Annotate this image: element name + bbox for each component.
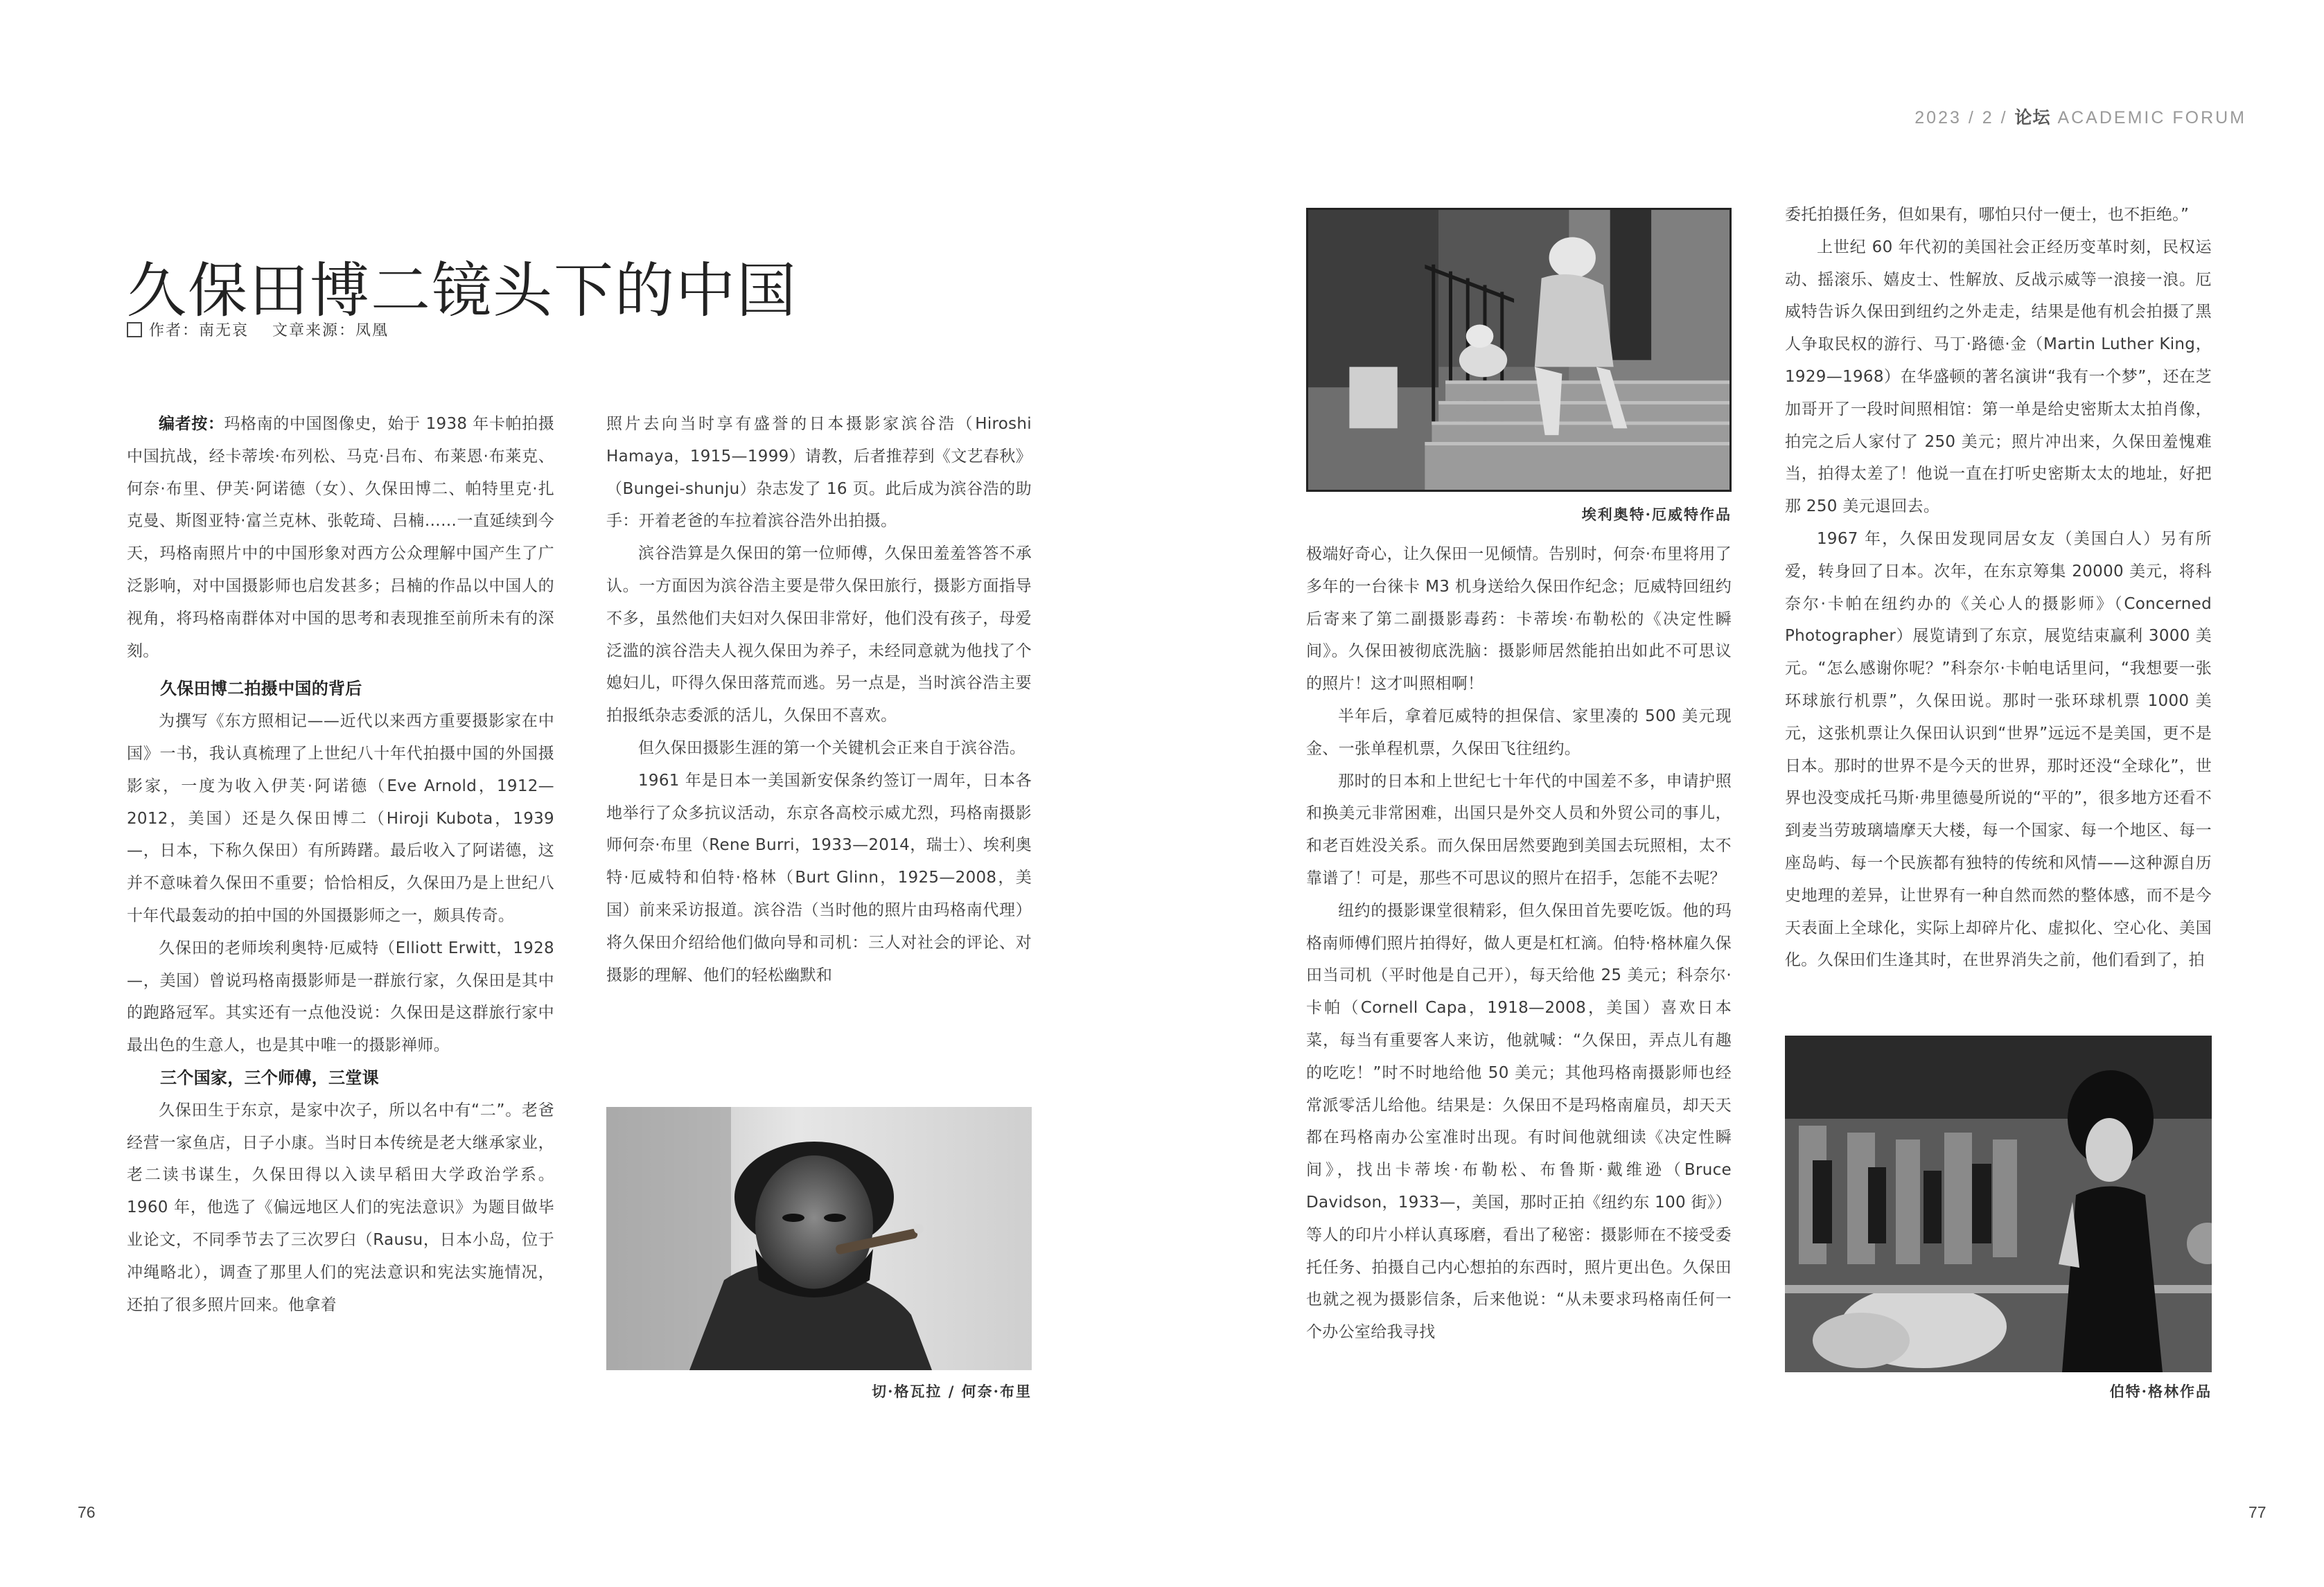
- editor-note-label: 编者按：: [159, 415, 225, 433]
- square-icon: [127, 322, 142, 337]
- header-prefix: 2023 / 2 /: [1914, 108, 2015, 127]
- photo-glinn: [1785, 1036, 2212, 1372]
- header-suffix: ACADEMIC FORUM: [2050, 108, 2246, 127]
- header-section: 论坛: [2014, 107, 2051, 127]
- section-heading: 三个国家，三个师傅，三堂课: [160, 1067, 379, 1088]
- paragraph: 照片去向当时享有盛誉的日本摄影家滨谷浩（Hiroshi Hamaya，1915—1999）请教，后者推荐到《文艺春秋》（Bungei-shunju）杂志发了 16 页。此后成为滨谷浩的助手：开着老爸的车拉着滨谷浩外出拍摄。: [606, 415, 1032, 531]
- paragraph: 但久保田摄影生涯的第一个关键机会正来自于滨谷浩。: [638, 738, 1026, 757]
- paragraph: 滨谷浩算是久保田的第一位师傅，久保田羞羞答答不承认。一方面因为滨谷浩主要是带久保田旅行，摄影方面指导不多，虽然他们夫妇对久保田非常好，他们没有孩子，母爱泛滥的滨谷浩夫人视久保田为养子，未经同意就为他找了个媳妇儿，吓得久保田落荒而逃。另一点是，当时滨谷浩主要拍报纸杂志委派的活儿，久保田不喜欢。: [606, 544, 1032, 725]
- page-number-right: 77: [2248, 1503, 2266, 1521]
- editor-note-text: 玛格南的中国图像史，始于 1938 年卡帕拍摄中国抗战，经卡蒂埃·布列松、马克·吕布、布莱恩·布莱克、何奈·布里、伊芙·阿诺德（女）、久保田博二、帕特里克·扎克曼、斯图亚特·富兰克林、张乾琦、吕楠……一直延续到今天，玛格南照片中的中国形象对西方公众理解中国产生了广泛影响，对中国摄影师也启发甚多；吕楠的作品以中国人的视角，将玛格南群体对中国的思考和表现推至前所未有的深刻。: [127, 415, 555, 660]
- column-4: [1785, 199, 2212, 977]
- paragraph: 那时的日本和上世纪七十年代的中国差不多，申请护照和换美元非常困难，出国只是外交人员和外贸公司的事儿，和老百姓没关系。而久保田居然要跑到美国去玩照相，太不靠谱了！可是，那些不可思议的照片在招手，怎能不去呢？: [1306, 772, 1732, 887]
- paragraph: 久保田的老师埃利奥特·厄威特（Elliott Erwitt，1928—，美国）曾说玛格南摄影师是一群旅行家，久保田是其中的跑路冠军。其实还有一点他没说：久保田是这群旅行家中最出色的生意人，也是其中唯一的摄影禅师。: [127, 939, 554, 1055]
- running-header: [1914, 104, 2246, 129]
- paragraph: 委托拍摄任务，但如果有，哪怕只付一便士，也不拒绝。”: [1785, 206, 2190, 224]
- photo-caption-glinn: 伯特·格林作品: [2109, 1383, 2212, 1400]
- photo-erwitt-bulldog: [1306, 208, 1732, 492]
- right-page: [1162, 0, 2324, 1587]
- column-3: [1306, 538, 1732, 1349]
- paragraph: 为撰写《东方照相记——近代以来西方重要摄影家在中国》一书，我认真梳理了上世纪八十年代拍摄中国的外国摄影家，一度为收入伊芙·阿诺德（Eve Arnold，1912—2012，美国）还是久保田博二（Hiroji Kubota，1939—，日本，下称久保田）有所踌躇。最后收入了阿诺德，这并不意味着久保田不重要；恰恰相反，久保田乃是上世纪八十年代最轰动的拍中国的外国摄影师之一，颇具传奇。: [127, 712, 554, 925]
- photo-caption-che: 切·格瓦拉 / 何奈·布里: [872, 1383, 1032, 1400]
- photo-che-guevara: [606, 1107, 1032, 1370]
- paragraph: 上世纪 60 年代初的美国社会正经历变革时刻，民权运动、摇滚乐、嬉皮士、性解放、反战示威等一浪接一浪。厄威特告诉久保田到纽约之外走走，结果是他有机会拍摄了黑人争取民权的游行、马丁·路德·金（Martin Luther King，1929—1968）在华盛顿的著名演讲“我有一个梦”，还在芝加哥开了一段时间照相馆：第一单是给史密斯太太拍肖像，拍完之后人家付了 250 美元；照片冲出来，久保田羞愧难当，拍得太差了！他说一直在打听史密斯太太的地址，好把那 250 美元退回去。: [1785, 238, 2212, 516]
- byline-author: 作者：南无哀: [149, 322, 249, 339]
- section-heading: 久保田博二拍摄中国的背后: [160, 679, 362, 699]
- paragraph: 纽约的摄影课堂很精彩，但久保田首先要吃饭。他的玛格南师傅们照片拍得好，做人更是杠杠滴。伯特·格林雇久保田当司机（平时他是自己开），每天给他 25 美元；科奈尔·卡帕（Cornell Capa，1918—2008，美国）喜欢日本菜，每当有重要客人来访，他就喊：“久保田，弄点儿有趣的吃吃！”时不时地给他 50 美元；其他玛格南摄影师也经常派零活儿给他。结果是：久保田不是玛格南雇员，却天天都在玛格南办公室准时出现。有时间他就细读《决定性瞬间》，找出卡蒂埃·布勒松、布鲁斯·戴维逊（Bruce Davidson，1933—，美国，那时正拍《纽约东 100 街》）等人的印片小样认真琢磨，看出了秘密：摄影师在不接受委托任务、拍摄自己内心想拍的东西时，照片更出色。久保田也就之视为摄影信条，后来他说：“从未要求玛格南任何一个办公室给我寻找: [1306, 901, 1732, 1342]
- column-2: [606, 408, 1032, 991]
- photo-glinn-graphic: [1785, 1036, 2212, 1372]
- byline: [127, 319, 389, 340]
- paragraph: 1961 年是日本一美国新安保条约签订一周年，日本各地举行了众多抗议活动，东京各高校示威尤烈，玛格南摄影师何奈·布里（Rene Burri，1933—2014，瑞士）、埃利奥特·厄威特和伯特·格林（Burt Glinn，1925—2008，美国）前来采访报道。滨谷浩（当时他的照片由玛格南代理）将久保田介绍给他们做向导和司机：三人对社会的评论、对摄影的理解、他们的轻松幽默和: [606, 771, 1032, 984]
- byline-source: 文章来源：凤凰: [272, 322, 389, 339]
- page-number-left: 76: [78, 1503, 96, 1521]
- photo-caption-erwitt: 埃利奥特·厄威特作品: [1581, 506, 1732, 523]
- photo-che-guevara-graphic: [606, 1107, 1032, 1370]
- photo-erwitt-graphic: [1308, 210, 1729, 490]
- paragraph: 极端好奇心，让久保田一见倾情。告别时，何奈·布里将用了多年的一台徕卡 M3 机身送给久保田作纪念；厄威特回纽约后寄来了第二副摄影毒药：卡蒂埃·布勒松的《决定性瞬间》。久保田被彻底洗脑：摄影师居然能拍出如此不可思议的照片！这才叫照相啊！: [1306, 545, 1732, 693]
- editor-note: [127, 408, 554, 667]
- paragraph: 1967 年，久保田发现同居女友（美国白人）另有所爱，转身回了日本。次年，在东京筹集 20000 美元，将科奈尔·卡帕在纽约办的《关心人的摄影师》（Concerned Photographer）展览请到了东京，展览结束赢利 3000 美元。“怎么感谢你呢？”科奈尔·卡帕电话里问，“我想要一张环球旅行机票”，久保田说。那时一张环球机票 1000 美元，这张机票让久保田认识到“世界”远远不是美国，更不是日本。那时的世界不是今天的世界，那时还没“全球化”，世界也没变成托马斯·弗里德曼所说的“平的”，很多地方还看不到麦当劳玻璃墙摩天大楼，每一个国家、每一个地区、每一座岛屿、每一个民族都有独特的传统和风情——这种源自历史地理的差异，让世界有一种自然而然的整体感，而不是今天表面上全球化，实际上却碎片化、虚拟化、空心化、美国化。久保田们生逢其时，在世界消失之前，他们看到了，拍: [1785, 529, 2212, 970]
- article-title: 久保田博二镜头下的中国: [127, 256, 798, 326]
- column-1: [127, 408, 554, 1321]
- paragraph: 久保田生于东京，是家中次子，所以名中有“二”。老爸经营一家鱼店，日子小康。当时日本传统是老大继承家业，老二读书谋生，久保田得以入读早稻田大学政治学系。1960 年，他选了《偏远地区人们的宪法意识》为题目做毕业论文，不同季节去了三次罗臼（Rausu，日本小岛，位于冲绳略北），调查了那里人们的宪法意识和宪法实施情况，还拍了很多照片回来。他拿着: [127, 1101, 554, 1314]
- paragraph: 半年后，拿着厄威特的担保信、家里凑的 500 美元现金、一张单程机票，久保田飞往纽约。: [1306, 707, 1732, 758]
